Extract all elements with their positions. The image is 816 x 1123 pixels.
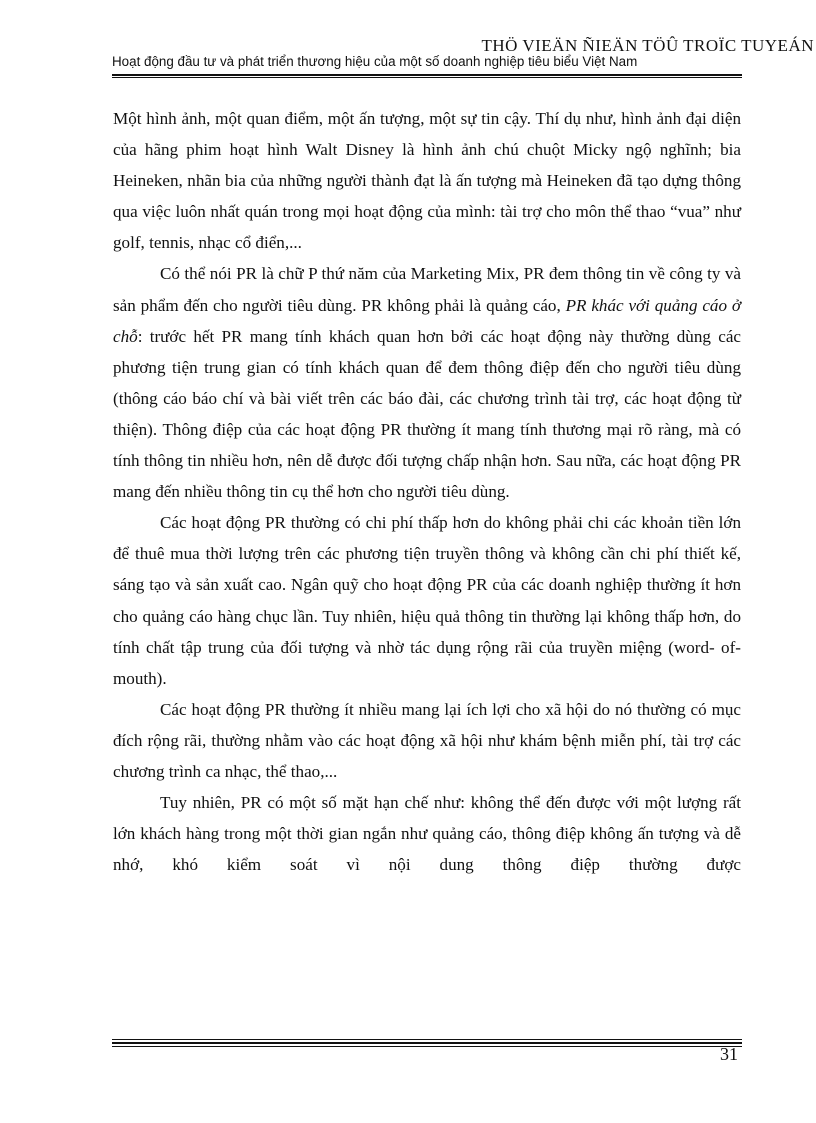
body-text <box>113 103 741 880</box>
header-rule <box>112 74 742 76</box>
footer-rule-middle <box>112 1042 742 1044</box>
paragraph-2-lead: Có thể nói PR là chữ P thứ năm của Marketing Mix, PR đem thông tin về công ty và sản phẩm đến cho người tiêu dùng. PR không phải là quảng cáo, <box>113 264 741 315</box>
header-rule-thin <box>112 77 742 78</box>
library-watermark: THÖ VIEÄN ÑIEÄN TÖÛ TROÏC TUYEÁN <box>481 36 814 55</box>
footer-rule-bottom <box>112 1046 742 1047</box>
paragraph-3: Các hoạt động PR thường có chi phí thấp hơn do không phải chi các khoản tiền lớn để thuê mua thời lượng trên các phương tiện truyền thông và không cần chi phí thiết kế, sáng tạo và sản xuất cao. Ngân quỹ cho hoạt động PR của các doanh nghiệp thường ít hơn cho quảng cáo hàng chục lần. Tuy nhiên, hiệu quả thông tin thường lại không thấp hơn, do tính chất tập trung của đối tượng và nhờ tác dụng rộng rãi của truyền miệng (word- of- mouth). <box>113 513 741 688</box>
running-header-title: Hoạt động đầu tư và phát triển thương hiệu của một số doanh nghiệp tiêu biểu Việt Nam <box>112 54 638 69</box>
paragraph-4: Các hoạt động PR thường ít nhiều mang lại ích lợi cho xã hội do nó thường có mục đích rộng rãi, thường nhằm vào các hoạt động xã hội như khám bệnh miễn phí, tài trợ các chương trình ca nhạc, thể thao,... <box>113 699 741 781</box>
paragraph-5: Tuy nhiên, PR có một số mặt hạn chế như: không thể đến được với một lượng rất lớn khách hàng trong một thời gian ngắn như quảng cáo, thông điệp không ấn tượng và dễ nhớ, khó kiểm soát vì nội dung thông điệp thường được <box>113 793 741 875</box>
page-number: 31 <box>720 1044 738 1064</box>
paragraph-2 <box>113 258 741 507</box>
footer-rule-top <box>112 1039 742 1040</box>
paragraph-1: Một hình ảnh, một quan điểm, một ấn tượng, một sự tin cậy. Thí dụ như, hình ảnh đại diện của hãng phim hoạt hình Walt Disney là hình ảnh chú chuột Micky ngộ nghĩnh; bia Heineken, nhãn bia của những người thành đạt là ấn tượng mà Heineken đã tạo dựng thông qua việc luôn nhất quán trong mọi hoạt động của mình: tài trợ cho môn thể thao “vua” như golf, tennis, nhạc cổ điển,... <box>113 109 741 253</box>
paragraph-2-emphasis: PR khác với quảng cáo ở chỗ <box>113 295 741 346</box>
paragraph-2-rest: : trước hết PR mang tính khách quan hơn bởi các hoạt động này thường dùng các phương tiện trung gian có tính khách quan để đem thông điệp đến cho người tiêu dùng (thông cáo báo chí và bài viết trên các báo đài, các chương trình tài trợ, các hoạt động từ thiện). Thông điệp của các hoạt động PR thường ít mang tính thương mại rõ ràng, mà có tính thông tin nhiều hơn, nên dễ được đối tượng chấp nhận hơn. Sau nữa, các hoạt động PR mang đến nhiều thông tin cụ thể hơn cho người tiêu dùng. <box>113 326 741 502</box>
